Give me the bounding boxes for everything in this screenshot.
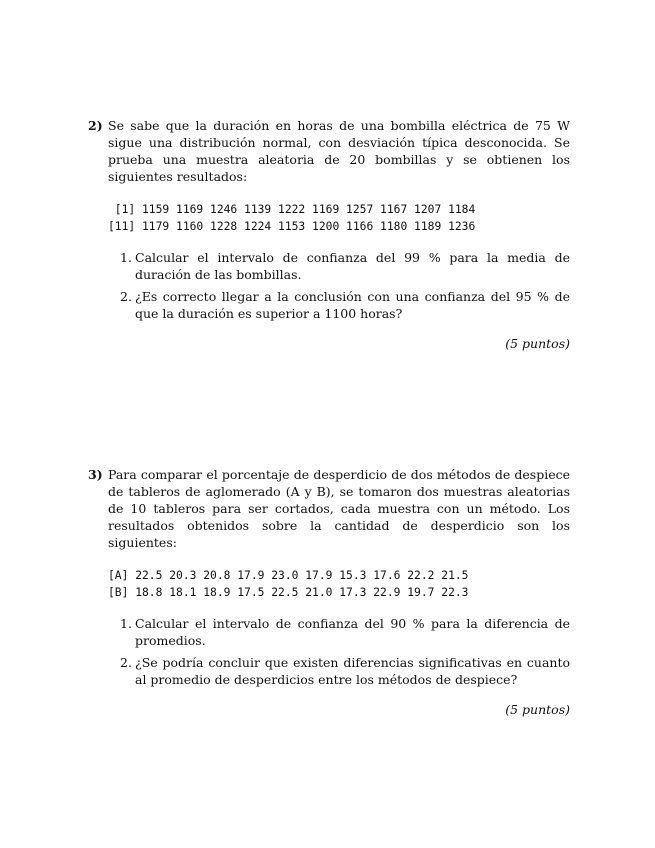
subitem <box>108 249 570 283</box>
data-block <box>108 201 570 235</box>
subitem <box>108 615 570 649</box>
subitem-list <box>108 615 570 688</box>
subitem-number: 1. <box>120 250 132 265</box>
problem-number: 3) <box>88 467 103 482</box>
problem-2 <box>88 117 570 352</box>
points-label: (5 puntos) <box>505 336 570 351</box>
problem-3 <box>88 466 570 718</box>
subitem-text: ¿Es correcto llegar a la conclusión con una confianza del 95 % de que la duración es superior a 1100 horas? <box>135 289 570 321</box>
problem-statement: Se sabe que la duración en horas de una bombilla eléctrica de 75 W sigue una distribución normal, con desviación típica desconocida. Se prueba una muestra aleatoria de 20 bombillas y se obtienen los siguientes resultados: <box>108 118 570 184</box>
subitem-number: 2. <box>120 289 132 304</box>
data-line: [A] 22.5 20.3 20.8 17.9 23.0 17.9 15.3 17.6 22.2 21.5 <box>108 569 469 582</box>
problem-statement: Para comparar el porcentaje de desperdicio de dos métodos de despiece de tableros de aglomerado (A y B), se tomaron dos muestras aleatorias de 10 tableros para ser cortados, cada muestra con un método. Los resultados obtenidos sobre la cantidad de desperdicio son los siguientes: <box>108 467 570 550</box>
data-line: [11] 1179 1160 1228 1224 1153 1200 1166 1180 1189 1236 <box>108 220 476 233</box>
subitem-number: 1. <box>120 616 132 631</box>
subitem-list <box>108 249 570 322</box>
data-line: [1] 1159 1169 1246 1139 1222 1169 1257 1167 1207 1184 <box>108 203 476 216</box>
data-line: [B] 18.8 18.1 18.9 17.5 22.5 21.0 17.3 22.9 19.7 22.3 <box>108 586 469 599</box>
problem-number: 2) <box>88 118 103 133</box>
subitem-text: Calcular el intervalo de confianza del 99 % para la media de duración de las bombillas. <box>135 250 570 282</box>
subitem-text: ¿Se podría concluir que existen diferencias significativas en cuanto al promedio de desperdicios entre los métodos de despiece? <box>135 655 570 687</box>
subitem <box>108 654 570 688</box>
points-label: (5 puntos) <box>505 702 570 717</box>
data-block <box>108 567 570 601</box>
subitem <box>108 288 570 322</box>
subitem-number: 2. <box>120 655 132 670</box>
subitem-text: Calcular el intervalo de confianza del 90 % para la diferencia de promedios. <box>135 616 570 648</box>
